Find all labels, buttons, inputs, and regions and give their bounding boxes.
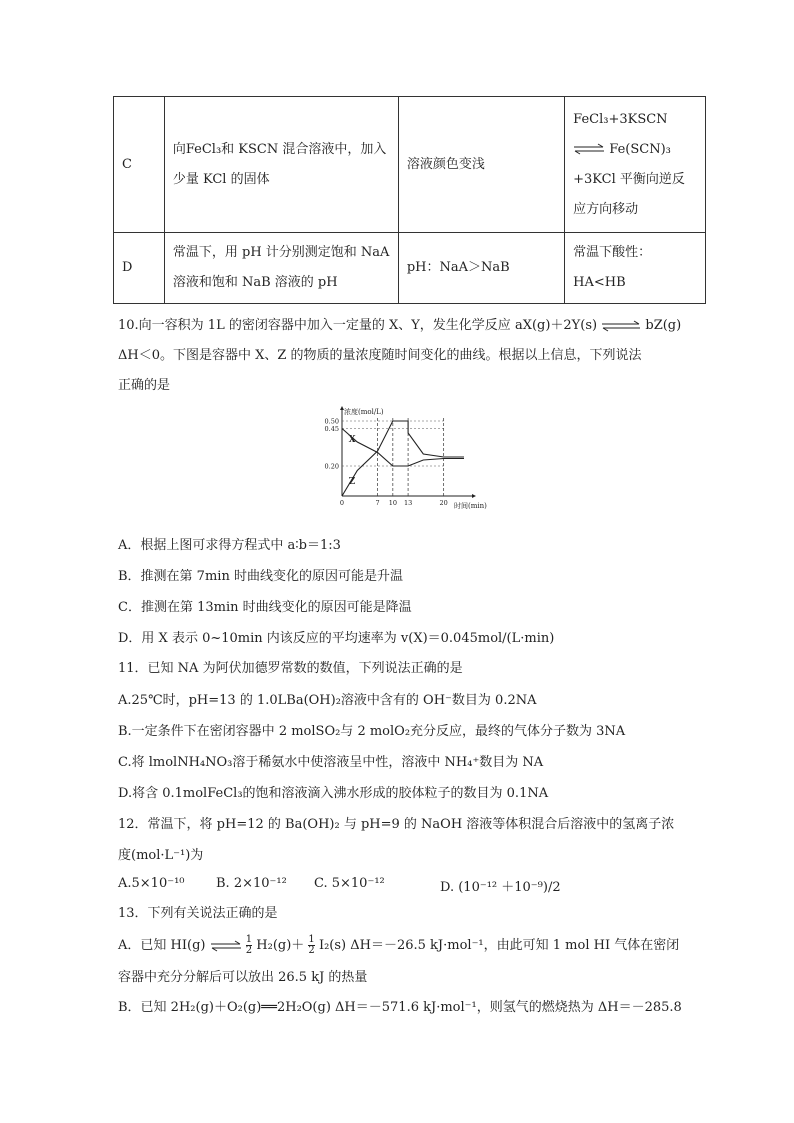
x-axis-label: 时间(min) [454, 502, 487, 510]
q12-line-1: 12．常温下，将 pH=12 的 Ba(OH)₂ 与 pH=9 的 NaOH 溶液等体积混合后溶液中的氢离子浓 [118, 817, 675, 832]
conclusion-part-2: Fe(SCN)₃ +3KCl 平衡向逆反应方向移动 [573, 141, 685, 217]
phenomenon-cell: pH：NaA＞NaB [398, 233, 564, 304]
q10-line-1 [118, 314, 681, 333]
q12-line-2: 度(mol·L⁻¹)为 [118, 848, 204, 863]
x-tick-label: 7 [375, 499, 380, 507]
q13-a-text-2: H₂(g)＋ [256, 938, 305, 953]
q13-a-text-1: A．已知 HI(g) [118, 938, 206, 953]
equilibrium-arrow-icon [210, 941, 242, 951]
x-tick-label: 13 [403, 499, 413, 507]
y-tick-label: 0.20 [324, 462, 339, 471]
row-label: D [114, 233, 165, 304]
q11-stem: 11．已知 NA 为阿伏加德罗常数的数值，下列说法正确的是 [118, 661, 463, 676]
q13-stem: 13．下列有关说法正确的是 [118, 906, 278, 921]
series-label-z: Z [348, 477, 356, 487]
series-line-x [342, 429, 464, 467]
equilibrium-arrow-icon [573, 144, 605, 154]
table-row-d [114, 233, 706, 304]
table-row-c [114, 97, 706, 233]
conclusion-cell: 常温下酸性：HA<HB [565, 233, 706, 304]
operation-cell: 常温下，用 pH 计分别测定饱和 NaA 溶液和饱和 NaB 溶液的 pH [164, 233, 398, 304]
x-tick-label: 10 [388, 499, 397, 507]
phenomenon-cell: 溶液颜色变浅 [398, 97, 564, 233]
q12-option-c: C. 5×10⁻¹² [314, 876, 385, 891]
concentration-time-chart [318, 404, 487, 512]
q10-line-3: 正确的是 [118, 378, 171, 393]
q13-a-text-3: I₂(s) ΔH＝－26.5 kJ·mol⁻¹，由此可知 1 mol HI 气体在密闭 [318, 938, 680, 953]
q13-option-a-line-1 [118, 934, 679, 956]
q11-option-a: A.25℃时，pH=13 的 1.0LBa(OH)₂溶液中含有的 OH⁻数目为 0.2NA [118, 693, 537, 708]
x-axis-arrow-icon [472, 494, 476, 498]
equilibrium-arrow-icon [601, 321, 641, 331]
q10-option-d: D．用 X 表示 0~10min 内该反应的平均速率为 v(X)＝0.045mol/(L·min) [118, 631, 555, 646]
q10-option-a: A．根据上图可求得方程式中 a∶b＝1:3 [118, 538, 341, 553]
options-table [113, 96, 706, 304]
fraction-half: $\frac{1}{2}$ [308, 934, 315, 956]
q11-option-b: B.一定条件下在密闭容器中 2 molSO₂与 2 molO₂充分反应，最终的气体分子数为 3NA [118, 724, 626, 739]
conclusion-part-1: FeCl₃+3KSCN [573, 111, 668, 127]
q11-option-c: C.将 lmolNH₄NO₃溶于稀氨水中使溶液呈中性，溶液中 NH₄⁺数目为 NA [118, 755, 544, 770]
q10-product: bZ(g) [645, 318, 682, 333]
q13-option-a-line-2: 容器中充分分解后可以放出 26.5 kJ 的热量 [118, 970, 368, 985]
q10-line-2: ΔH＜0。下图是容器中 X、Z 的物质的量浓度随时间变化的曲线。根据以上信息，下列说法 [118, 348, 642, 363]
operation-cell: 向FeCl₃和 KSCN 混合溶液中，加入少量 KCl 的固体 [164, 97, 398, 233]
series-label-x: X [348, 435, 356, 445]
row-label: C [114, 97, 165, 233]
q12-option-d: D. (10⁻¹² ＋10⁻⁹)/2 [440, 880, 561, 895]
x-tick-label: 20 [439, 499, 448, 507]
q13-option-b: B．已知 2H₂(g)＋O₂(g)══2H₂O(g) ΔH＝－571.6 kJ·mol⁻¹，则氢气的燃烧热为 ΔH＝－285.8 [118, 1000, 682, 1015]
q12-option-a: A.5×10⁻¹⁰ [118, 876, 185, 891]
y-tick-label: 0.50 [324, 417, 339, 426]
y-tick-label: 0.45 [324, 425, 339, 433]
x-tick-label: 0 [339, 499, 345, 507]
q10-option-b: B．推测在第 7min 时曲线变化的原因可能是升温 [118, 569, 403, 584]
q11-option-d: D.将含 0.1molFeCl₃的饱和溶液滴入沸水形成的胶体粒子的数目为 0.1NA [118, 786, 549, 801]
q10-text: 10.向一容积为 1L 的密闭容器中加入一定量的 X、Y，发生化学反应 aX(g)＋2Y(s) [118, 318, 598, 333]
q12-option-b: B. 2×10⁻¹² [216, 876, 287, 891]
y-axis-label: 浓度(mol/L) [344, 408, 384, 416]
q10-option-c: C．推测在第 13min 时曲线变化的原因可能是降温 [118, 600, 412, 615]
fraction-half: $\frac{1}{2}$ [245, 934, 253, 956]
conclusion-cell [565, 97, 706, 233]
